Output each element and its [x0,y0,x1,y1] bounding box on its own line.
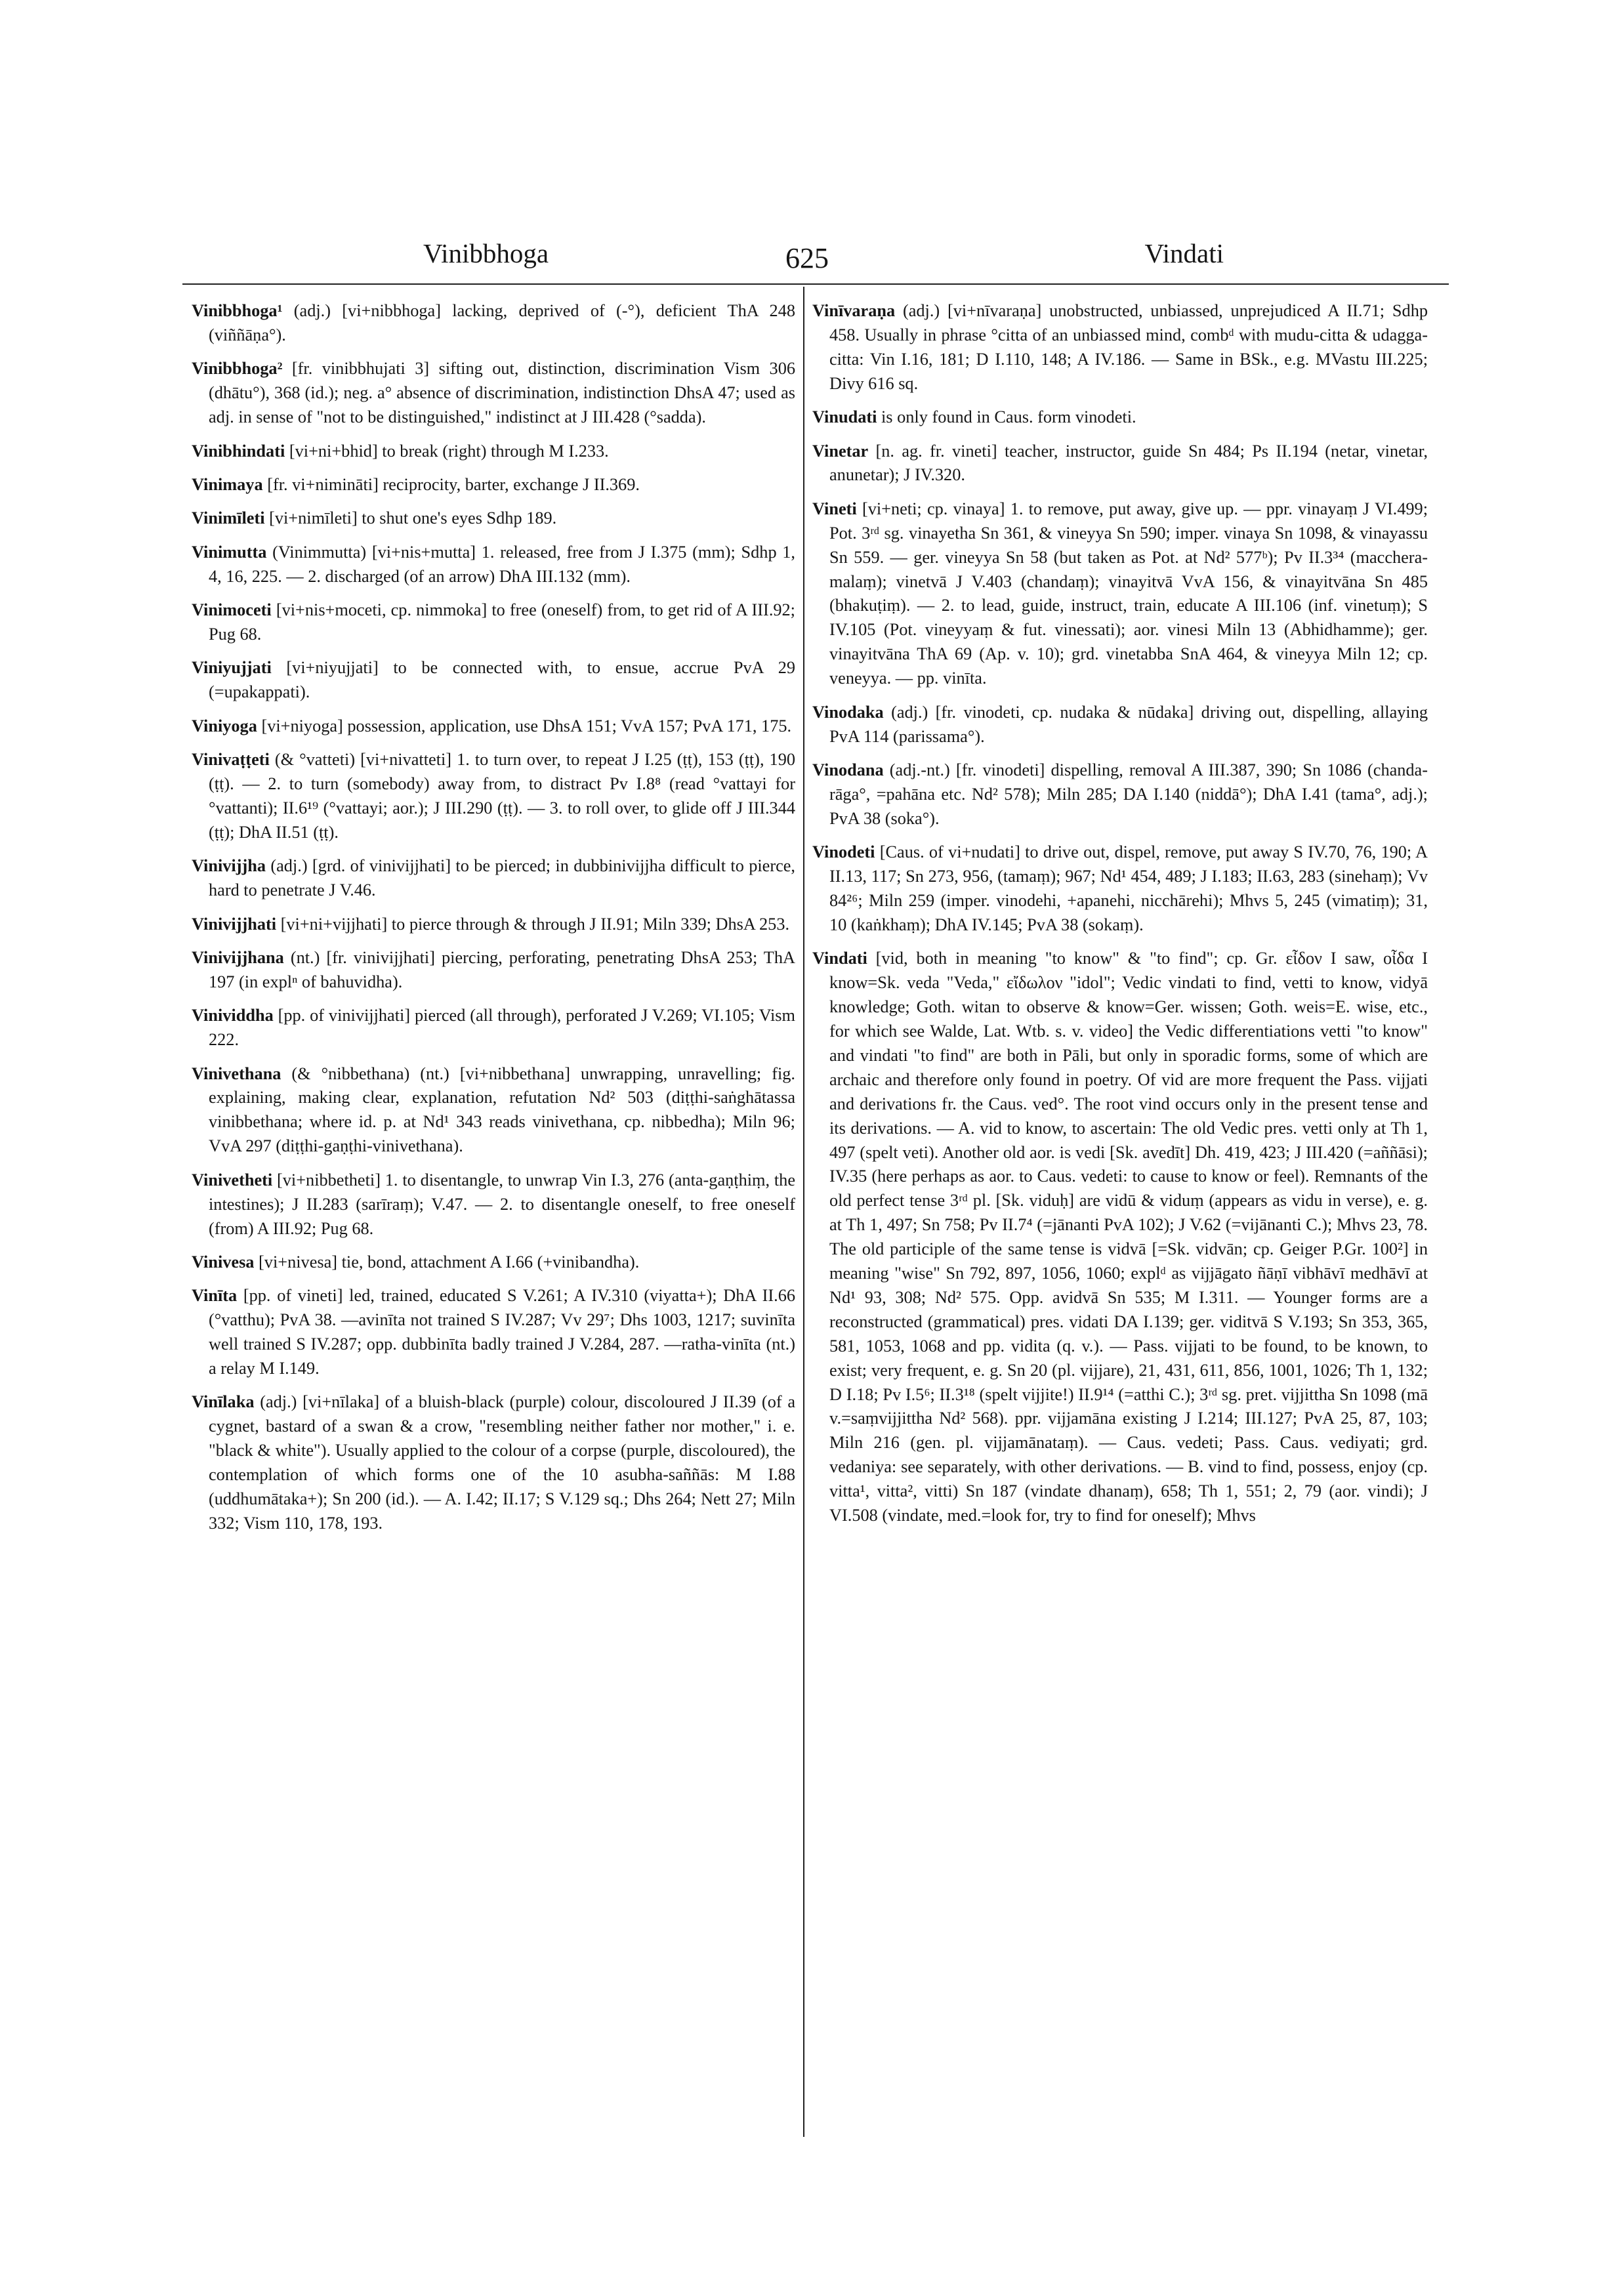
dictionary-entry [192,1251,795,1275]
dictionary-entry [192,473,795,497]
header-rule [182,283,1449,285]
right-column [812,299,1428,1538]
dictionary-entry [192,1062,795,1159]
entry-definition: (& °nibbethana) (nt.) [vi+nibbethana] unwrapping, unravelling; fig. explaining, making clear, explanation, refutation Nd² 503 (diṭṭhi-saṅghātassa vinibbethana; where id. p. at Nd¹ 343 reads vinivethana, cp. nibbedha); Miln 96; VvA 297 (diṭṭhi-gaṇṭhi-vinivethana). [209,1064,795,1156]
entry-definition: (& °vatteti) [vi+nivatteti] 1. to turn over, to repeat J I.25 (ṭṭ), 153 (ṭṭ), 190 (ṭṭ). — 2. to turn (somebody) away from, to distract Pv I.8⁸ (read °vattayi for °vattanti); II.6¹⁹ (°vattayi; aor.); J III.290 (ṭṭ). — 3. to roll over, to glide off J III.344 (ṭṭ); DhA II.51 (ṭṭ). [209,750,795,842]
entry-definition: (adj.) [vi+nīvaraṇa] unobstructed, unbiassed, unprejudiced A II.71; Sdhp 458. Usually in phrase °citta of an unbiassed mind, combᵈ with mudu-citta & udagga-citta: Vin I.16, 181; D I.110, 148; A IV.186. — Same in BSk., e.g. MVastu III.225; Divy 616 sq. [829,301,1428,393]
entry-headword: Vinivetheti [192,1170,273,1189]
entry-definition: [vi+nivesa] tie, bond, attachment A I.66 (+vinibandha). [259,1252,640,1272]
dictionary-entry [192,440,795,464]
entry-headword: Vinivesa [192,1252,255,1272]
dictionary-entry [192,714,795,739]
dictionary-entry [812,947,1428,1528]
dictionary-entry [192,357,795,430]
entry-definition: [vi+niyoga] possession, application, use DhsA 151; VvA 157; PvA 171, 175. [261,716,792,735]
entry-headword: Vinimīleti [192,508,265,528]
entry-definition: [fr. vinibbhujati 3] sifting out, distinction, discrimination Vism 306 (dhātu°), 368 (id.); neg. a° absence of discrimination, indistinction DhsA 47; used as adj. in sense of "not to be distinguished," indistinct at J III.428 (°sadda). [209,359,796,427]
dictionary-entry [192,1004,795,1052]
entry-headword: Vinibbhoga² [192,359,283,379]
entry-headword: Vinibhindati [192,441,285,461]
entry-headword: Vineti [812,499,857,518]
entry-headword: Vinivaṭṭeti [192,750,270,770]
entry-headword: Vinīta [192,1286,238,1306]
entry-headword: Vinimoceti [192,600,272,620]
entry-headword: Vinivethana [192,1064,281,1083]
header-left-guideword: Vinibbhoga [423,238,549,268]
entry-headword: Vinetar [812,441,869,461]
entry-definition: [Caus. of vi+nudati] to drive out, dispel, remove, put away S IV.70, 76, 190; A II.13, 117; Sn 273, 956, (tamaṃ); 967; Nd¹ 454, 489; J I.183; II.63, 283 (sinehaṃ); Vv 84²⁶; Miln 259 (imper. vinodehi, +apanehi, nicchārehi); Mhvs 5, 245 (vimatiṃ); 31, 10 (kaṅkhaṃ); DhA IV.145; PvA 38 (sokaṃ). [829,842,1428,934]
entry-headword: Vinivijjhana [192,947,284,967]
dictionary-entry [812,405,1428,430]
dictionary-entry [192,507,795,531]
entry-headword: Viniyujjati [192,658,272,678]
entry-headword: Vinimutta [192,542,267,562]
entry-headword: Vinīvaraṇa [812,301,896,320]
entry-headword: Vinivijjhati [192,914,277,934]
entry-definition: [vi+niyujjati] to be connected with, to ensue, accrue PvA 29 (=upakappati). [209,658,795,702]
entry-definition: is only found in Caus. form vinodeti. [881,407,1136,427]
dictionary-entry [812,758,1428,831]
dictionary-entry [192,598,795,647]
entry-definition: [vid, both in meaning "to know" & "to find"; cp. Gr. εἶδον I saw, οἶδα I know=Sk. veda "Veda," εἴδωλον "idol"; Vedic vindati to find, vetti to know, vidyā knowledge; Goth. witan to observe & know=Ger. wissen; Goth. weis=E. wise, etc., for which see Walde, Lat. Wtb. s. v. video] the Vedic differentiations vetti "to know" and vindati "to find" are both in Pāli, but only in sporadic forms, some of which are archaic and therefore only found in poetry. Of vid are more frequent the Pass. vijjati and derivations fr. the Caus. ved°. The root vind occurs only in the present tense and its derivations. — A. vid to know, to ascertain: The old Vedic pres. vetti only at Th 1, 497 (spelt veti). Another old aor. is vedi [Sk. avedīt] Dh. 419, 423; J III.420 (=aññāsi); IV.35 (here perhaps as aor. to Caus. vedeti: to cause to know or feel). Remnants of the old perfect tense 3ʳᵈ pl. [Sk. viduḥ] are vidū & viduṃ (appears as vidu in verse), e. g. at Th 1, 497; Sn 758; Pv II.7⁴ (=jānanti PvA 102); J V.62 (=vijānanti C.); Mhvs 23, 78. The old participle of the same tense is vidvā [=Sk. vidvān; cp. Geiger P.Gr. 100²] in meaning "wise" Sn 792, 897, 1056, 1060; explᵈ as vijjāgato ñāṇī vibhāvī medhāvī at Nd¹ 93, 308; Nd² 575. Opp. avidvā Sn 535; M I.311. — Younger forms are a reconstructed (grammatical) pres. vidati DA I.139; ger. viditvā S V.193; Sn 353, 365, 581, 1053, 1068 and pp. vidita (q. v.). — Pass. vijjati to be found, to be known, to exist; very frequent, e. g. Sn 20 (pl. vijjare), 21, 431, 611, 856, 1001, 1026; Th 1, 132; D I.18; Pv I.5⁶; II.3¹⁸ (spelt vijjite!) II.9¹⁴ (=atthi C.); 3ʳᵈ sg. pret. vijjittha Sn 1098 (mā v.=saṃvijjittha Nd² 568). ppr. vijjamāna existing J I.214; III.127; PvA 25, 87, 103; Miln 216 (gen. pl. vijjamānataṃ). — Caus. vedeti; Pass. Caus. vediyati; grd. vedaniya: see separately, with other derivations. — B. vind to find, possess, enjoy (cp. vitta¹, vitta², vitti) Sn 187 (vindate dhanaṃ), 658; Th 1, 551; 2, 79 (aor. vindi); J VI.508 (vindate, med.=look for, try to find for oneself); Mhvs [829,949,1428,1525]
dictionary-entry [192,748,795,845]
entry-definition: [pp. of vinivijjhati] pierced (all through), perforated J V.269; VI.105; Vism 222. [209,1006,795,1050]
entry-definition: [vi+ni+bhid] to break (right) through M I.233. [289,441,609,461]
entry-headword: Vinīlaka [192,1392,255,1412]
column-divider [803,287,804,2137]
dictionary-entry [192,1284,795,1381]
dictionary-entry [192,1390,795,1535]
entry-definition: [fr. vi+nimināti] reciprocity, barter, exchange J II.369. [267,474,640,494]
entry-headword: Vinibbhoga¹ [192,301,283,320]
entry-definition: [pp. of vineti] led, trained, educated S V.261; A IV.310 (viyatta+); DhA II.66 (°vatthu); PvA 38. —avinīta not trained S IV.287; Vv 29⁷; Dhs 1003, 1217; suvinīta well trained S IV.287; opp. dubbinīta badly trained J V.284, 287. —ratha-vinīta (nt.) a relay M I.149. [209,1286,795,1378]
entry-definition: (Vinimmutta) [vi+nis+mutta] 1. released, free from J I.375 (mm); Sdhp 1, 4, 16, 225. — 2. discharged (of an arrow) DhA III.132 (mm). [209,542,795,586]
entry-definition: (adj.) [fr. vinodeti, cp. nudaka & nūdaka] driving out, dispelling, allaying PvA 114 (parissama°). [829,702,1428,746]
entry-headword: Viniyoga [192,716,257,735]
entry-definition: (nt.) [fr. vinivijjhati] piercing, perforating, penetrating DhsA 253; ThA 197 (in explⁿ of bahuvidha). [209,947,796,991]
dictionary-entry [192,299,795,348]
entry-definition: [vi+nis+moceti, cp. nimmoka] to free (oneself) from, to get rid of A III.92; Pug 68. [209,600,795,644]
entry-headword: Vinudati [812,407,877,427]
entry-headword: Vinividdha [192,1006,274,1025]
entry-definition: (adj.) [vi+nibbhoga] lacking, deprived of (-°), deficient ThA 248 (viññāṇa°). [209,301,796,344]
entry-headword: Vinodeti [812,842,875,862]
entry-definition: [vi+nimīleti] to shut one's eyes Sdhp 189. [269,508,557,528]
dictionary-entry [192,1168,795,1241]
entry-definition: (adj.-nt.) [fr. vinodeti] dispelling, removal A III.387, 390; Sn 1086 (chanda-rāga°, =pahāna etc. Nd² 578); Miln 285; DA I.140 (niddā°); DhA I.41 (tama°, adj.); PvA 38 (soka°). [829,760,1428,828]
dictionary-entry [812,299,1428,396]
entry-headword: Vinimaya [192,474,263,494]
entry-headword: Vinodana [812,760,884,779]
entry-definition: (adj.) [grd. of vinivijjhati] to be pierced; in dubbinivijjha difficult to pierce, hard to penetrate J V.46. [209,856,795,900]
page-number: 625 [785,242,829,274]
entry-definition: [vi+nibbetheti] 1. to disentangle, to unwrap Vin I.3, 276 (anta-gaṇṭhiṃ, the intestines); J II.283 (sarīraṃ); V.47. — 2. to disentangle oneself, to free oneself (from) A III.92; Pug 68. [209,1170,795,1238]
entry-headword: Vinivijjha [192,856,266,876]
entry-definition: (adj.) [vi+nīlaka] of a bluish-black (purple) colour, discoloured J II.39 (of a cygnet, bastard of a swan & a crow, "resembling neither father nor mother," i. e. "black & white"). Usually applied to the colour of a corpse (purple, discoloured), the contemplation of which forms one of the 10 asubha-saññās: M I.88 (uddhumātaka+); Sn 200 (id.). — A. I.42; II.17; S V.129 sq.; Dhs 264; Nett 27; Miln 332; Vism 110, 178, 193. [209,1392,795,1533]
entry-definition: [n. ag. fr. vineti] teacher, instructor, guide Sn 484; Ps II.194 (netar, vinetar, anunetar); J IV.320. [829,441,1428,485]
dictionary-entry [192,656,795,705]
entry-headword: Vinodaka [812,702,884,722]
dictionary-entry [192,854,795,903]
entry-definition: [vi+ni+vijjhati] to pierce through & through J II.91; Miln 339; DhsA 253. [280,914,790,934]
header-right-guideword: Vindati [1144,238,1224,268]
left-column [192,299,795,1545]
entry-headword: Vindati [812,949,867,968]
dictionary-entry [192,913,795,937]
page-header [184,238,1430,277]
dictionary-entry [812,440,1428,488]
dictionary-entry [192,541,795,589]
dictionary-entry [812,497,1428,691]
dictionary-entry [812,840,1428,938]
dictionary-entry [192,946,795,995]
entry-definition: [vi+neti; cp. vinaya] 1. to remove, put away, give up. — ppr. vinayaṃ J VI.499; Pot. 3ʳᵈ sg. vinayetha Sn 361, & vineyya Sn 590; imper. vinaya Sn 1098, & vinayassu Sn 559. — ger. vineyya Sn 58 (but taken as Pot. at Nd² 577ᵇ); Pv II.3³⁴ (macchera-malaṃ); vinetvā J V.403 (chandaṃ); vinayitvā VvA 156, & vinayitvāna Sn 485 (bhakuṭiṃ). — 2. to lead, guide, instruct, train, educate A III.106 (inf. vinetuṃ); S IV.105 (Pot. vineyyaṃ & fut. vinessati); aor. vinesi Miln 13 (Abhidhamme); ger. vinayitvāna ThA 69 (Ap. v. 10); grd. vinetabba SnA 464, & vineyya Miln 12; cp. veneyya. — pp. vinīta. [829,499,1428,688]
dictionary-entry [812,701,1428,749]
